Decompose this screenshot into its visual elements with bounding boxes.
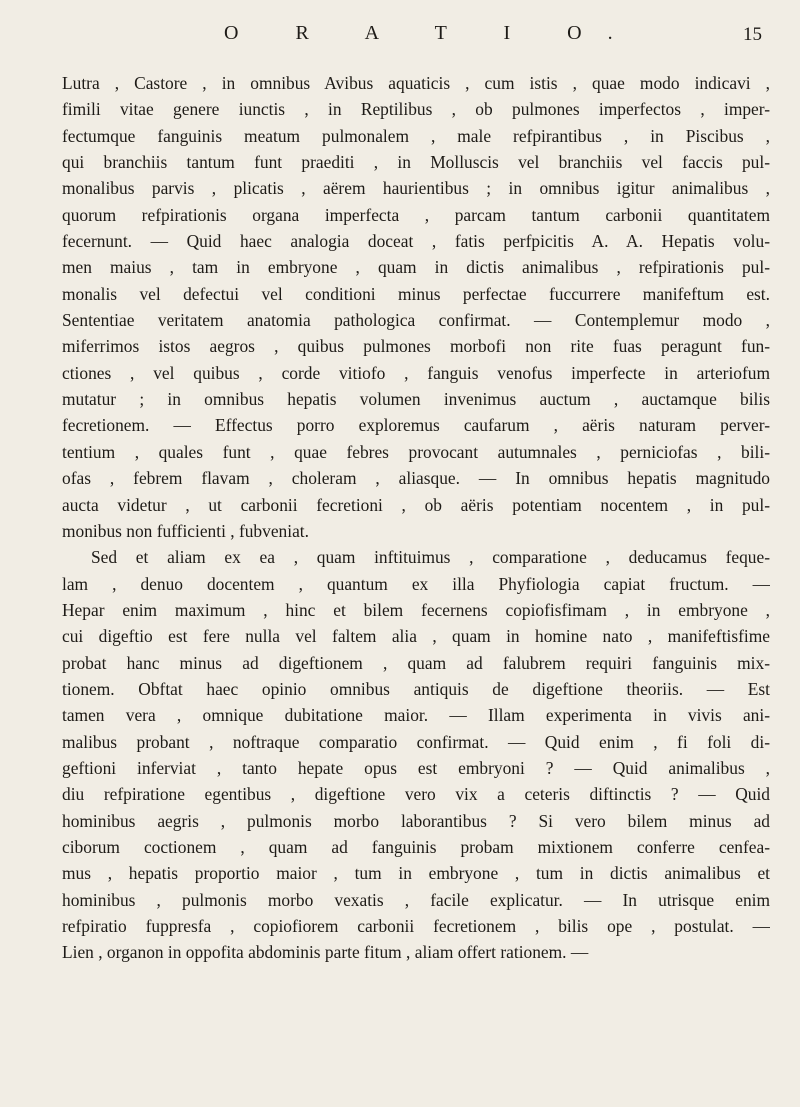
text-line: tentium , quales funt , quae febres provocant autumnales , perniciofas , bili- (62, 441, 770, 462)
text-line: monalibus parvis , plicatis , aërem haurientibus ; in omnibus igitur animalibus , (62, 178, 770, 199)
text-line: Lien , organon in oppofita abdominis parte fitum , aliam offert rationem. — (62, 942, 589, 963)
text-line: fimili vitae genere iunctis , in Reptilibus , ob pulmones imperfectos , imper- (62, 99, 770, 120)
text-line: fecernunt. — Quid haec analogia doceat , fatis perfpicitis A. A. Hepatis volu- (62, 231, 770, 252)
running-title: O R A T I O. (224, 22, 639, 44)
text-line: miferrimos istos aegros , quibus pulmones morbofi non rite fuas peragunt fun- (62, 336, 770, 357)
text-line: ofas , febrem flavam , choleram , aliasque. — In omnibus hepatis magnitudo (62, 468, 770, 489)
body-text (62, 70, 770, 966)
text-line: monalis vel defectui vel conditioni minus perfectae fuccurrere manifeftum est. (62, 283, 770, 304)
text-line: men maius , tam in embryone , quam in dictis animalibus , refpirationis pul- (62, 257, 770, 278)
text-line: diu refpiratione egentibus , digeftione vero vix a ceteris diftinctis ? — Quid (62, 784, 770, 805)
text-line: aucta videtur , ut carbonii fecretioni , ob aëris potentiam nocentem , in pul- (62, 494, 770, 515)
text-line: mutatur ; in omnibus hepatis volumen invenimus auctum , auctamque bilis (62, 389, 770, 410)
text-line: refpiratio fuppresfa , copiofiorem carbonii fecretionem , bilis ope , postulat. — (62, 916, 770, 936)
text-line: probat hanc minus ad digeftionem , quam ad falubrem requiri fanguinis mix- (62, 652, 770, 673)
running-head (0, 22, 800, 52)
text-line: monibus non fufficienti , fubveniat. (62, 520, 309, 541)
text-line: lam , denuo docentem , quantum ex illa Phyfiologia capiat fructum. — (62, 573, 770, 594)
text-line: ctiones , vel quibus , corde vitiofo , fanguis venofus imperfecte in arteriofum (62, 362, 770, 383)
paragraph (62, 70, 770, 544)
text-line: Hepar enim maximum , hinc et bilem fecernens copiofisfimam , in embryone , (62, 599, 770, 620)
text-line: cui digeftio est fere nulla vel faltem alia , quam in homine nato , manifeftisfime (62, 626, 770, 647)
text-line: hominibus , pulmonis morbo vexatis , facile explicatur. — In utrisque enim (62, 889, 770, 910)
text-line: malibus probant , noftraque comparatio confirmat. — Quid enim , fi foli di- (62, 731, 770, 752)
text-line: geftioni inferviat , tanto hepate opus est embryoni ? — Quid animalibus , (62, 757, 770, 778)
text-line: Sententiae veritatem anatomia pathologica confirmat. — Contemplemur modo , (62, 310, 770, 331)
text-line: fecretionem. — Effectus porro exploremus caufarum , aëris naturam perver- (62, 415, 770, 436)
text-line: tamen vera , omnique dubitatione maior. — Illam experimenta in vivis ani- (62, 705, 770, 726)
text-line: tionem. Obftat haec opinio omnibus antiquis de digeftione theoriis. — Est (62, 678, 770, 699)
text-line: hominibus aegris , pulmonis morbo laborantibus ? Si vero bilem minus ad (62, 810, 770, 831)
page-number: 15 (743, 24, 762, 45)
paragraph (62, 544, 770, 966)
text-line: Lutra , Castore , in omnibus Avibus aquaticis , cum istis , quae modo indicavi , (62, 73, 770, 93)
text-line: mus , hepatis proportio maior , tum in embryone , tum in dictis animalibus et (62, 863, 770, 884)
text-line: Sed et aliam ex ea , quam inftituimus , comparatione , deducamus feque- (91, 547, 770, 568)
text-line: qui branchiis tantum funt praediti , in Molluscis vel branchiis vel faccis pul- (62, 152, 770, 173)
text-line: quorum refpirationis organa imperfecta , parcam tantum carbonii quantitatem (62, 204, 770, 225)
text-line: fectumque fanguinis meatum pulmonalem , male refpirantibus , in Piscibus , (62, 125, 770, 146)
text-line: ciborum coctionem , quam ad fanguinis probam mixtionem conferre cenfea- (62, 836, 770, 857)
